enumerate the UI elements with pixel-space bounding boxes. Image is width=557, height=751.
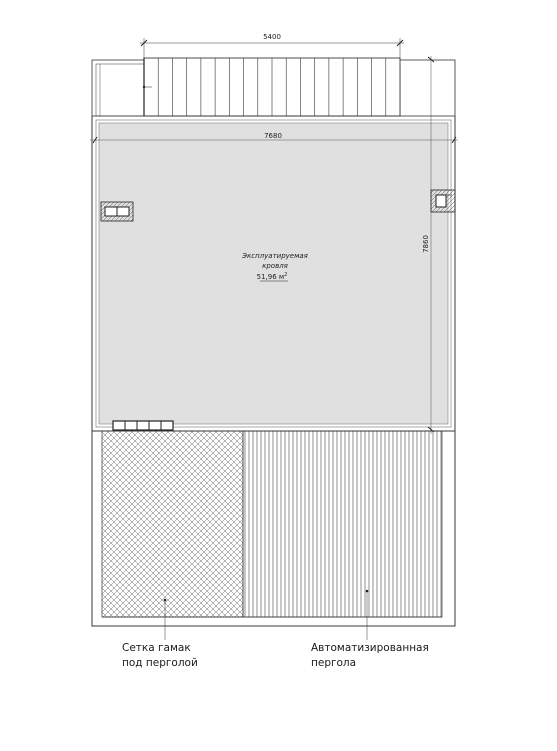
automated-pergola-area	[243, 431, 442, 617]
right-vent-unit	[431, 190, 455, 212]
hammock-callout-line1: Сетка гамак	[122, 642, 191, 654]
roof-area-unit-sup: 2	[284, 272, 288, 278]
roof-area-number: 51,96 м	[256, 273, 285, 281]
pergola-callout	[311, 641, 429, 671]
dimension-7860-text: 7860	[422, 235, 430, 253]
roof-area-value	[257, 272, 288, 281]
hammock-callout-line2: под перголой	[122, 657, 198, 669]
hammock-net-area	[102, 431, 243, 617]
dimension-7680-text: 7680	[264, 132, 282, 140]
staircase	[143, 58, 400, 116]
roof-area-name-line2: кровля	[262, 262, 288, 270]
pergola-callout-line1: Автоматизированная	[311, 642, 429, 654]
roof-area-name-line1: Эксплуатируемая	[242, 252, 308, 260]
dimension-stair-width	[140, 33, 404, 58]
dimension-5400-text: 5400	[263, 33, 281, 41]
left-vent-unit	[101, 202, 133, 221]
hammock-net-callout	[122, 641, 198, 671]
pergola-callout-line2: пергола	[311, 657, 357, 669]
skylight-strip	[113, 421, 173, 430]
